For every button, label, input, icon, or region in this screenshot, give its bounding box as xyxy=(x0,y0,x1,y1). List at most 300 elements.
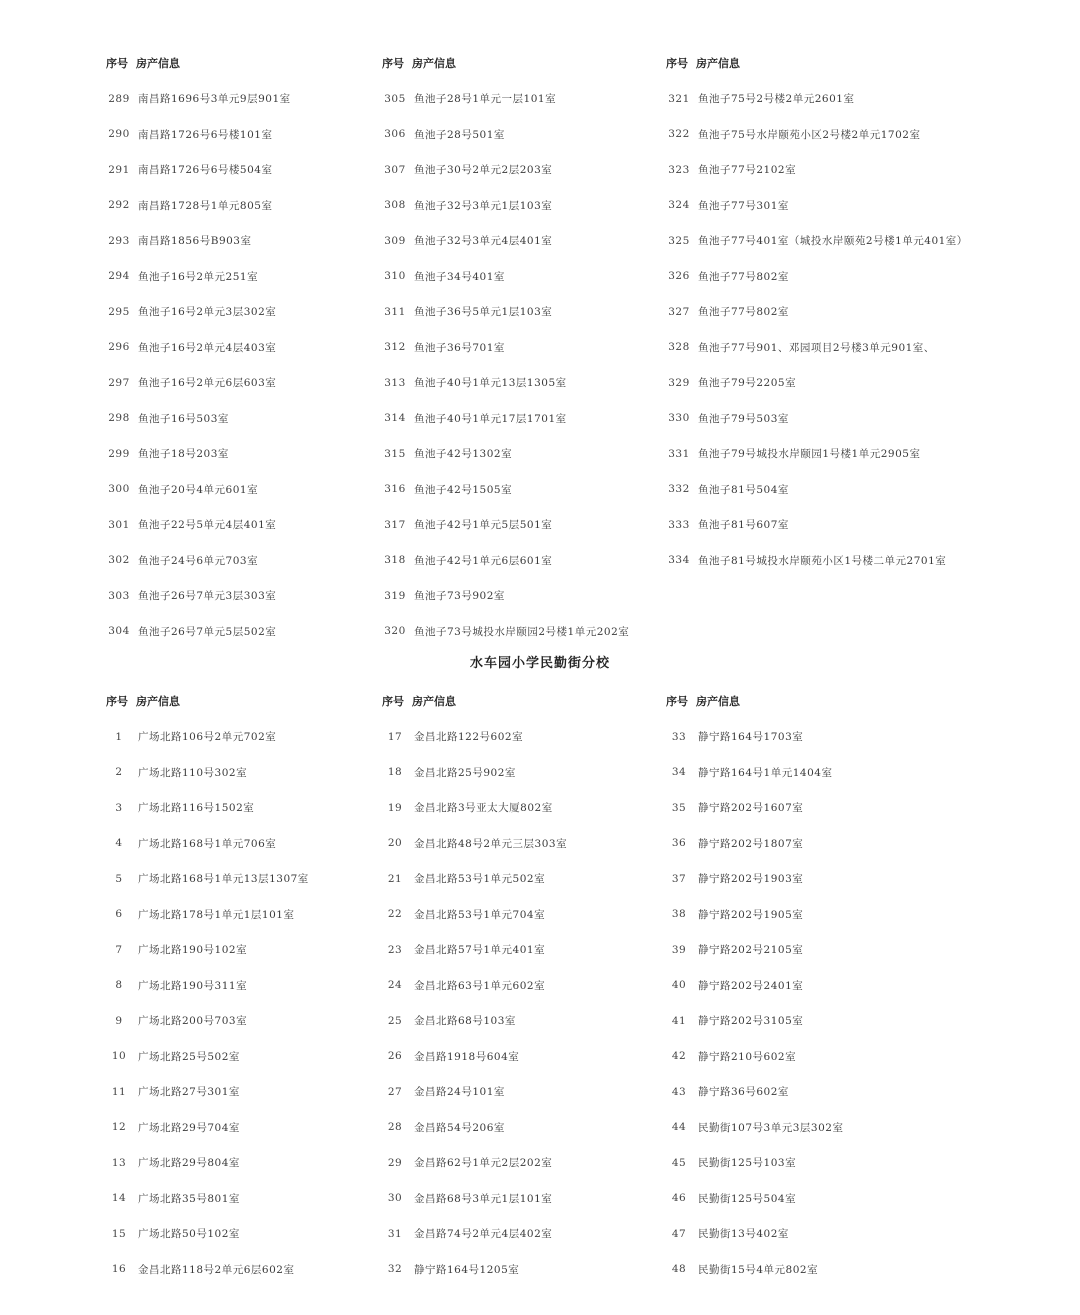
item-number: 294 xyxy=(108,270,130,283)
property-info: 鱼池子77号901、邓园项目2号楼3单元901室、 xyxy=(698,341,935,354)
item-number: 334 xyxy=(668,554,690,567)
list-item xyxy=(106,826,309,862)
item-number: 33 xyxy=(671,730,687,743)
item-number: 311 xyxy=(384,305,406,318)
property-info: 鱼池子16号2单元4层403室 xyxy=(138,341,277,354)
header-info: 房产信息 xyxy=(696,57,740,70)
list-item xyxy=(106,1145,309,1181)
list-item xyxy=(382,1039,567,1075)
property-info: 广场北路29号704室 xyxy=(138,1121,240,1134)
list-item xyxy=(382,365,629,401)
item-number: 293 xyxy=(108,234,130,247)
list-item xyxy=(666,152,968,188)
list-item xyxy=(382,932,567,968)
property-info: 静宁路202号1905室 xyxy=(698,908,804,921)
list-item xyxy=(382,1074,567,1110)
item-number: 47 xyxy=(671,1227,687,1240)
list-item xyxy=(106,1110,309,1146)
property-info: 鱼池子73号902室 xyxy=(414,590,505,603)
item-number: 4 xyxy=(115,837,123,850)
item-number: 39 xyxy=(671,943,687,956)
property-info: 鱼池子28号1单元一层101室 xyxy=(414,93,557,106)
header-info: 房产信息 xyxy=(136,695,180,708)
property-info: 金昌路74号2单元4层402室 xyxy=(414,1228,553,1241)
property-info: 鱼池子73号城投水岸颐园2号楼1单元202室 xyxy=(414,625,630,638)
list-item xyxy=(106,330,291,366)
property-info: 鱼池子81号504室 xyxy=(698,483,789,496)
item-number: 22 xyxy=(387,908,403,921)
property-info: 鱼池子77号802室 xyxy=(698,306,789,319)
property-info: 鱼池子16号2单元3层302室 xyxy=(138,306,277,319)
item-number: 38 xyxy=(671,908,687,921)
header-info: 房产信息 xyxy=(412,695,456,708)
list-item xyxy=(106,365,291,401)
item-number: 28 xyxy=(387,1121,403,1134)
column-3 xyxy=(666,683,843,1287)
list-item xyxy=(666,1145,843,1181)
property-info: 鱼池子79号503室 xyxy=(698,412,789,425)
item-number: 13 xyxy=(111,1156,127,1169)
item-number: 331 xyxy=(668,447,690,460)
property-info: 广场北路190号311室 xyxy=(138,979,248,992)
list-item xyxy=(666,1216,843,1252)
list-item xyxy=(382,968,567,1004)
item-number: 18 xyxy=(387,766,403,779)
list-item xyxy=(666,1252,843,1288)
property-info: 鱼池子26号7单元3层303室 xyxy=(138,590,277,603)
property-info: 鱼池子42号1单元5层501室 xyxy=(414,519,553,532)
property-info: 鱼池子79号城投水岸颐园1号楼1单元2905室 xyxy=(698,448,921,461)
list-item xyxy=(106,81,291,117)
property-info: 鱼池子77号802室 xyxy=(698,270,789,283)
list-item xyxy=(382,188,629,224)
property-info: 民勤街15号4单元802室 xyxy=(698,1263,819,1276)
property-info: 鱼池子77号401室（城投水岸颐苑2号楼1单元401室） xyxy=(698,235,968,248)
item-number: 330 xyxy=(668,412,690,425)
item-number: 313 xyxy=(384,376,406,389)
property-info: 民勤街107号3单元3层302室 xyxy=(698,1121,844,1134)
item-number: 48 xyxy=(671,1263,687,1276)
property-info: 静宁路202号2105室 xyxy=(698,944,804,957)
item-number: 8 xyxy=(115,979,123,992)
item-number: 322 xyxy=(668,128,690,141)
item-number: 44 xyxy=(671,1121,687,1134)
column-header xyxy=(106,45,291,81)
item-number: 310 xyxy=(384,270,406,283)
item-number: 296 xyxy=(108,341,130,354)
list-item xyxy=(106,1003,309,1039)
item-number: 24 xyxy=(387,979,403,992)
item-number: 305 xyxy=(384,92,406,105)
list-item xyxy=(666,968,843,1004)
property-info: 鱼池子22号5单元4层401室 xyxy=(138,519,277,532)
list-item xyxy=(382,330,629,366)
item-number: 42 xyxy=(671,1050,687,1063)
header-number: 序号 xyxy=(666,57,688,70)
property-info: 广场北路27号301室 xyxy=(138,1086,240,1099)
list-item xyxy=(666,1039,843,1075)
item-number: 302 xyxy=(108,554,130,567)
property-info: 广场北路116号1502室 xyxy=(138,802,255,815)
item-number: 34 xyxy=(671,766,687,779)
property-info: 金昌北路25号902室 xyxy=(414,766,516,779)
property-info: 民勤街13号402室 xyxy=(698,1228,789,1241)
property-info: 鱼池子32号3单元4层401室 xyxy=(414,235,553,248)
item-number: 299 xyxy=(108,447,130,460)
column-1 xyxy=(106,683,309,1287)
property-info: 金昌路68号3单元1层101室 xyxy=(414,1192,553,1205)
item-number: 315 xyxy=(384,447,406,460)
list-item xyxy=(666,259,968,295)
property-info: 鱼池子77号301室 xyxy=(698,199,789,212)
header-number: 序号 xyxy=(666,695,688,708)
property-info: 鱼池子30号2单元2层203室 xyxy=(414,164,553,177)
property-info: 金昌北路53号1单元704室 xyxy=(414,908,546,921)
property-info: 金昌北路53号1单元502室 xyxy=(414,873,546,886)
column-header xyxy=(106,683,309,719)
list-item xyxy=(106,1039,309,1075)
item-number: 45 xyxy=(671,1156,687,1169)
property-info: 静宁路202号1807室 xyxy=(698,837,804,850)
item-number: 14 xyxy=(111,1192,127,1205)
list-item xyxy=(666,188,968,224)
property-info: 鱼池子77号2102室 xyxy=(698,164,797,177)
list-item xyxy=(382,223,629,259)
item-number: 7 xyxy=(115,943,123,956)
property-info: 广场北路168号1单元706室 xyxy=(138,837,277,850)
list-item xyxy=(666,117,968,153)
list-item xyxy=(666,897,843,933)
property-info: 广场北路190号102室 xyxy=(138,944,248,957)
property-info: 金昌北路118号2单元6层602室 xyxy=(138,1263,295,1276)
list-item xyxy=(106,1252,309,1288)
section-title: 水车园小学民勤街分校 xyxy=(469,656,610,671)
header-info: 房产信息 xyxy=(696,695,740,708)
property-info: 金昌北路48号2单元三层303室 xyxy=(414,837,568,850)
property-info: 金昌北路122号602室 xyxy=(414,731,524,744)
item-number: 326 xyxy=(668,270,690,283)
property-info: 金昌路62号1单元2层202室 xyxy=(414,1157,553,1170)
item-number: 29 xyxy=(387,1156,403,1169)
item-number: 333 xyxy=(668,518,690,531)
list-item xyxy=(106,259,291,295)
item-number: 23 xyxy=(387,943,403,956)
property-info: 鱼池子40号1单元17层1701室 xyxy=(414,412,567,425)
list-item xyxy=(106,578,291,614)
property-info: 鱼池子20号4单元601室 xyxy=(138,483,259,496)
property-info: 鱼池子32号3单元1层103室 xyxy=(414,199,553,212)
column-header xyxy=(382,683,567,719)
property-info: 鱼池子75号2号楼2单元2601室 xyxy=(698,93,855,106)
list-item xyxy=(382,755,567,791)
item-number: 31 xyxy=(387,1227,403,1240)
item-number: 36 xyxy=(671,837,687,850)
list-item xyxy=(382,117,629,153)
list-item xyxy=(666,365,968,401)
list-item xyxy=(666,861,843,897)
item-number: 19 xyxy=(387,801,403,814)
item-number: 304 xyxy=(108,625,130,638)
header-info: 房产信息 xyxy=(412,57,456,70)
header-number: 序号 xyxy=(106,695,128,708)
column-header xyxy=(666,45,968,81)
list-item xyxy=(666,719,843,755)
item-number: 1 xyxy=(115,730,123,743)
item-number: 30 xyxy=(387,1192,403,1205)
property-info: 静宁路202号3105室 xyxy=(698,1015,804,1028)
property-info: 鱼池子24号6单元703室 xyxy=(138,554,259,567)
item-number: 325 xyxy=(668,234,690,247)
property-info: 金昌北路3号亚太大厦802室 xyxy=(414,802,553,815)
list-item xyxy=(106,755,309,791)
list-item xyxy=(666,790,843,826)
list-item xyxy=(382,826,567,862)
list-item xyxy=(106,719,309,755)
header-info: 房产信息 xyxy=(136,57,180,70)
property-info: 金昌北路63号1单元602室 xyxy=(414,979,546,992)
property-info: 民勤街125号103室 xyxy=(698,1157,797,1170)
list-item xyxy=(382,790,567,826)
list-item xyxy=(106,117,291,153)
item-number: 20 xyxy=(387,837,403,850)
list-item xyxy=(106,507,291,543)
item-number: 327 xyxy=(668,305,690,318)
property-info: 南昌路1696号3单元9层901室 xyxy=(138,93,291,106)
item-number: 298 xyxy=(108,412,130,425)
list-item xyxy=(106,543,291,579)
item-number: 319 xyxy=(384,589,406,602)
item-number: 291 xyxy=(108,163,130,176)
property-info: 鱼池子79号2205室 xyxy=(698,377,797,390)
item-number: 328 xyxy=(668,341,690,354)
property-info: 鱼池子16号2单元251室 xyxy=(138,270,259,283)
property-info: 南昌路1728号1单元805室 xyxy=(138,199,273,212)
list-item xyxy=(666,826,843,862)
list-item xyxy=(382,81,629,117)
header-number: 序号 xyxy=(382,695,404,708)
item-number: 37 xyxy=(671,872,687,885)
property-info: 鱼池子26号7单元5层502室 xyxy=(138,625,277,638)
column-2 xyxy=(382,45,629,649)
item-number: 306 xyxy=(384,128,406,141)
property-info: 鱼池子42号1302室 xyxy=(414,448,513,461)
property-info: 广场北路110号302室 xyxy=(138,766,248,779)
list-item xyxy=(382,578,629,614)
list-item xyxy=(382,1145,567,1181)
item-number: 289 xyxy=(108,92,130,105)
property-info: 静宁路164号1205室 xyxy=(414,1263,520,1276)
list-item xyxy=(666,294,968,330)
list-item xyxy=(382,401,629,437)
column-1 xyxy=(106,45,291,649)
list-item xyxy=(382,1252,567,1288)
property-info: 鱼池子42号1单元6层601室 xyxy=(414,554,553,567)
property-info: 鱼池子36号5单元1层103室 xyxy=(414,306,553,319)
list-item xyxy=(106,932,309,968)
list-item xyxy=(382,861,567,897)
property-info: 静宁路202号1607室 xyxy=(698,802,804,815)
item-number: 307 xyxy=(384,163,406,176)
property-info: 广场北路178号1单元1层101室 xyxy=(138,908,295,921)
list-item xyxy=(666,507,968,543)
property-info: 广场北路25号502室 xyxy=(138,1050,240,1063)
item-number: 308 xyxy=(384,199,406,212)
property-info: 南昌路1726号6号楼504室 xyxy=(138,164,273,177)
item-number: 40 xyxy=(671,979,687,992)
item-number: 324 xyxy=(668,199,690,212)
list-item xyxy=(382,472,629,508)
property-info: 鱼池子75号水岸颐苑小区2号楼2单元1702室 xyxy=(698,128,921,141)
item-number: 316 xyxy=(384,483,406,496)
property-info: 金昌路1918号604室 xyxy=(414,1050,520,1063)
list-item xyxy=(106,152,291,188)
list-item xyxy=(666,472,968,508)
item-number: 21 xyxy=(387,872,403,885)
item-number: 11 xyxy=(111,1085,127,1098)
property-info: 广场北路29号804室 xyxy=(138,1157,240,1170)
property-info: 静宁路164号1703室 xyxy=(698,731,804,744)
property-info: 金昌路24号101室 xyxy=(414,1086,505,1099)
property-info: 广场北路200号703室 xyxy=(138,1015,248,1028)
list-item xyxy=(106,436,291,472)
item-number: 312 xyxy=(384,341,406,354)
list-item xyxy=(382,436,629,472)
property-info: 静宁路210号602室 xyxy=(698,1050,797,1063)
item-number: 15 xyxy=(111,1227,127,1240)
item-number: 300 xyxy=(108,483,130,496)
item-number: 16 xyxy=(111,1263,127,1276)
list-item xyxy=(382,507,629,543)
item-number: 318 xyxy=(384,554,406,567)
item-number: 5 xyxy=(115,872,123,885)
item-number: 295 xyxy=(108,305,130,318)
property-info: 鱼池子81号城投水岸颐苑小区1号楼二单元2701室 xyxy=(698,554,947,567)
list-item xyxy=(382,152,629,188)
list-item xyxy=(666,330,968,366)
list-item xyxy=(106,223,291,259)
list-item xyxy=(106,897,309,933)
item-number: 32 xyxy=(387,1263,403,1276)
property-info: 广场北路35号801室 xyxy=(138,1192,240,1205)
item-number: 292 xyxy=(108,199,130,212)
list-item xyxy=(106,968,309,1004)
property-info: 鱼池子81号607室 xyxy=(698,519,789,532)
list-item xyxy=(382,294,629,330)
list-item xyxy=(666,1074,843,1110)
list-item xyxy=(666,1110,843,1146)
column-header xyxy=(382,45,629,81)
item-number: 6 xyxy=(115,908,123,921)
list-item xyxy=(106,188,291,224)
item-number: 26 xyxy=(387,1050,403,1063)
property-info: 静宁路202号1903室 xyxy=(698,873,804,886)
property-info: 静宁路36号602室 xyxy=(698,1086,789,1099)
item-number: 17 xyxy=(387,730,403,743)
list-item xyxy=(382,897,567,933)
property-info: 鱼池子18号203室 xyxy=(138,448,229,461)
list-item xyxy=(382,1003,567,1039)
item-number: 46 xyxy=(671,1192,687,1205)
item-number: 12 xyxy=(111,1121,127,1134)
list-item xyxy=(666,1003,843,1039)
column-header xyxy=(666,683,843,719)
property-info: 广场北路168号1单元13层1307室 xyxy=(138,873,309,886)
column-2 xyxy=(382,683,567,1287)
item-number: 301 xyxy=(108,518,130,531)
list-item xyxy=(106,472,291,508)
property-info: 静宁路164号1单元1404室 xyxy=(698,766,833,779)
item-number: 2 xyxy=(115,766,123,779)
list-item xyxy=(666,1181,843,1217)
property-info: 鱼池子42号1505室 xyxy=(414,483,513,496)
property-info: 民勤街125号504室 xyxy=(698,1192,797,1205)
list-item xyxy=(382,543,629,579)
list-item xyxy=(382,259,629,295)
list-item xyxy=(666,223,968,259)
list-item xyxy=(666,81,968,117)
list-item xyxy=(382,719,567,755)
property-info: 金昌北路57号1单元401室 xyxy=(414,944,546,957)
property-info: 广场北路106号2单元702室 xyxy=(138,731,277,744)
item-number: 10 xyxy=(111,1050,127,1063)
item-number: 332 xyxy=(668,483,690,496)
list-item xyxy=(106,1074,309,1110)
property-info: 鱼池子40号1单元13层1305室 xyxy=(414,377,567,390)
list-item xyxy=(666,401,968,437)
list-item xyxy=(382,1110,567,1146)
item-number: 43 xyxy=(671,1085,687,1098)
property-info: 鱼池子28号501室 xyxy=(414,128,505,141)
property-info: 南昌路1856号B903室 xyxy=(138,235,252,248)
item-number: 309 xyxy=(384,234,406,247)
header-number: 序号 xyxy=(382,57,404,70)
list-item xyxy=(666,543,968,579)
list-item xyxy=(106,790,309,826)
list-item xyxy=(666,436,968,472)
property-info: 南昌路1726号6号楼101室 xyxy=(138,128,273,141)
list-item xyxy=(106,614,291,650)
item-number: 41 xyxy=(671,1014,687,1027)
list-item xyxy=(106,401,291,437)
item-number: 323 xyxy=(668,163,690,176)
property-info: 鱼池子36号701室 xyxy=(414,341,505,354)
list-item xyxy=(106,1216,309,1252)
list-item xyxy=(666,755,843,791)
item-number: 290 xyxy=(108,128,130,141)
property-info: 金昌路54号206室 xyxy=(414,1121,505,1134)
property-info: 静宁路202号2401室 xyxy=(698,979,804,992)
item-number: 320 xyxy=(384,625,406,638)
item-number: 27 xyxy=(387,1085,403,1098)
list-item xyxy=(666,932,843,968)
property-info: 广场北路50号102室 xyxy=(138,1228,240,1241)
list-item xyxy=(106,294,291,330)
header-number: 序号 xyxy=(106,57,128,70)
property-info: 鱼池子16号503室 xyxy=(138,412,229,425)
property-info: 鱼池子34号401室 xyxy=(414,270,505,283)
item-number: 35 xyxy=(671,801,687,814)
list-item xyxy=(382,1181,567,1217)
list-item xyxy=(382,614,629,650)
item-number: 9 xyxy=(115,1014,123,1027)
item-number: 321 xyxy=(668,92,690,105)
item-number: 314 xyxy=(384,412,406,425)
list-item xyxy=(106,861,309,897)
column-3 xyxy=(666,45,968,578)
item-number: 3 xyxy=(115,801,123,814)
list-item xyxy=(106,1181,309,1217)
property-info: 金昌北路68号103室 xyxy=(414,1015,516,1028)
